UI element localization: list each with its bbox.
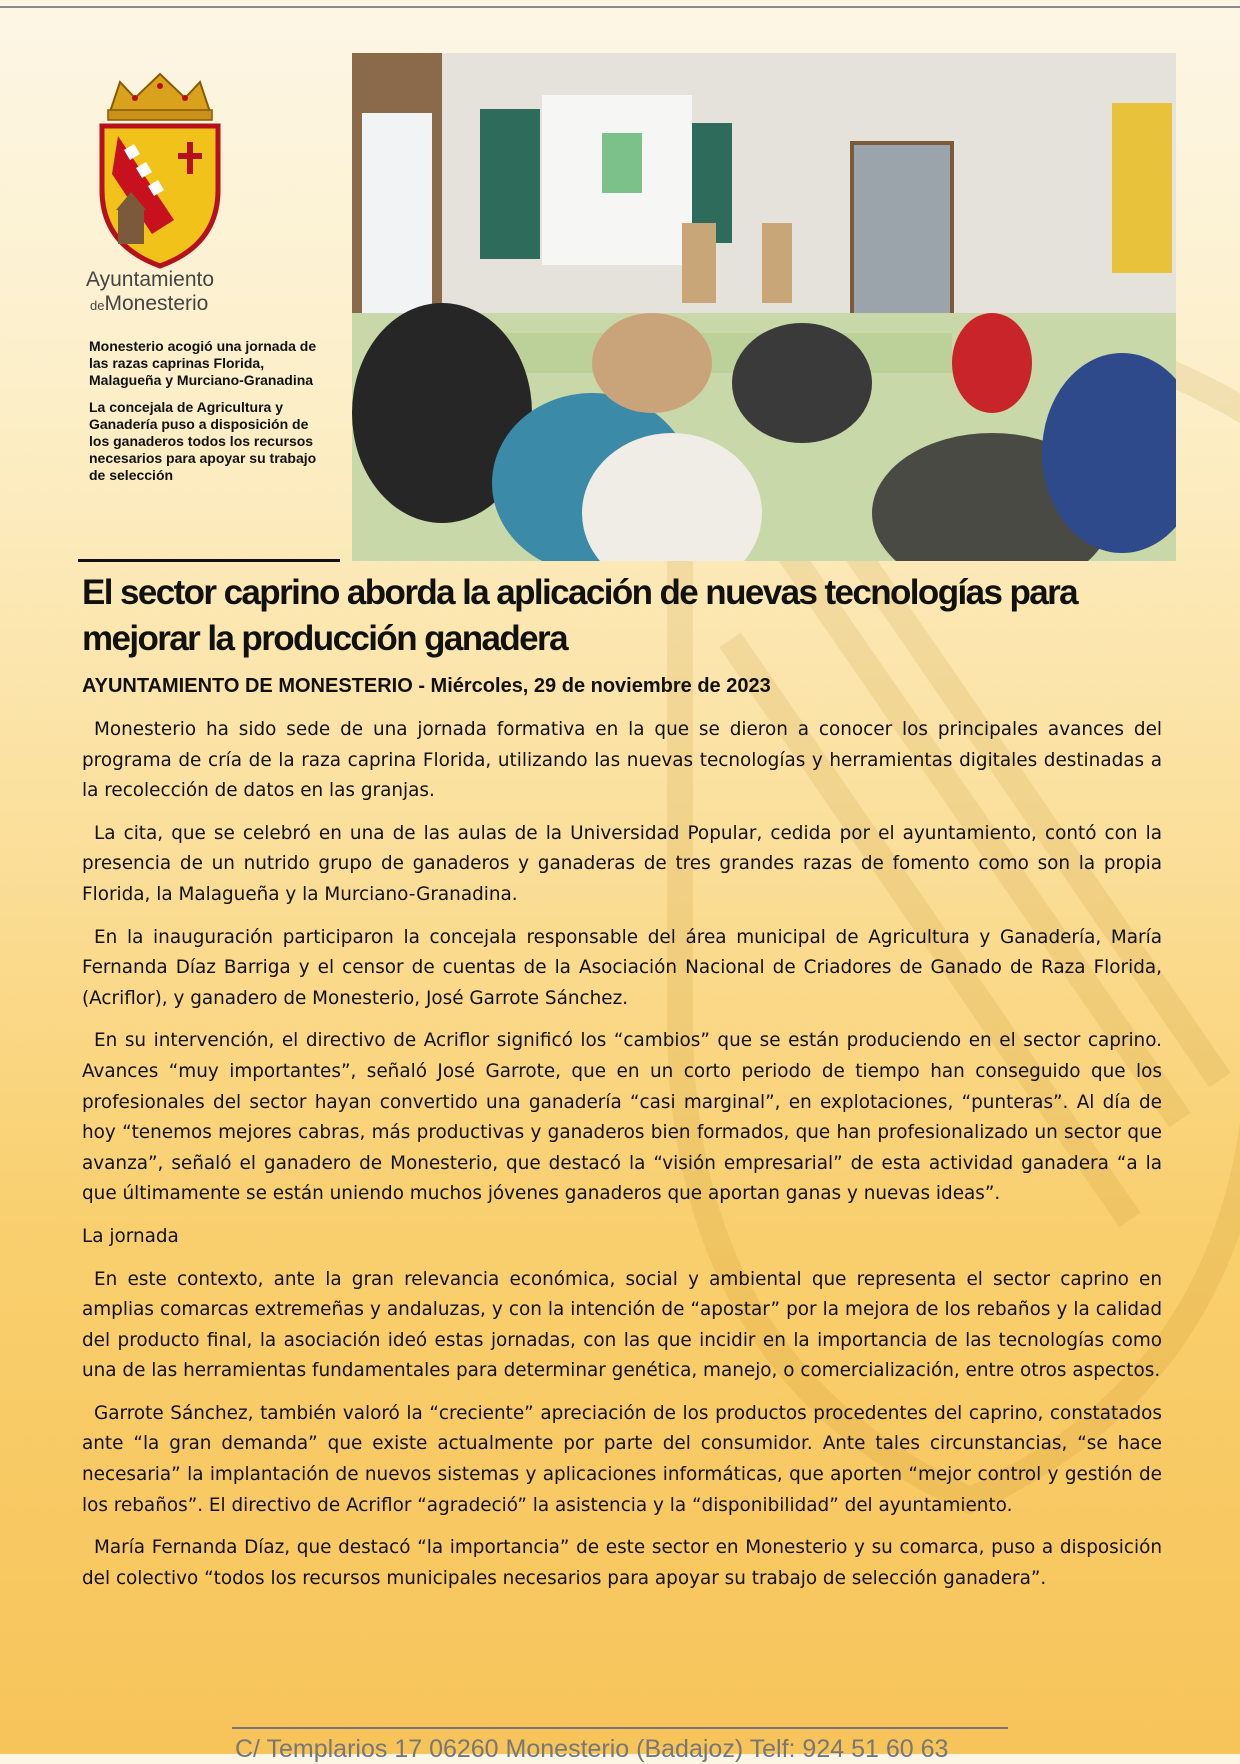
summary-item: Monesterio acogió una jornada de las razas caprinas Florida, Malagueña y Murciano-Granadina [89, 338, 317, 388]
paragraph: La cita, que se celebró en una de las aulas de la Universidad Popular, cedida por el ayuntamiento, contó con la presencia de un nutrido grupo de ganaderos y ganaderas de tres grandes razas de fomento como son la propia Florida, la Malagueña y la Murciano-Granadina. [82, 822, 1162, 905]
footer-rule [232, 1727, 1008, 1729]
top-rule [0, 6, 1240, 8]
classroom-photo [352, 53, 1176, 561]
paragraph: Monesterio ha sido sede de una jornada formativa en la que se dieron a conocer los principales avances del programa de cría de la raza caprina Florida, utilizando las nuevas tecnologías y herramientas digitales destinadas a la recolección de datos en las granjas. [82, 719, 1162, 802]
logo-town-name: Monesterio [104, 292, 209, 315]
summary-rule [78, 559, 340, 562]
logo-town-prefix: de [90, 298, 105, 313]
paragraph: En este contexto, ante la gran relevancia económica, social y ambiental que representa el sector caprino en amplias comarcas extremeñas y andaluzas, y con la intención de “apostar” por la mejora de los rebaños y la calidad del producto final, la asociación ideó estas jornadas, con las que incidir en la importancia de las tecnologías como una de las herramientas fundamentales para determinar genética, manejo, o comercialización, entre otros aspectos. [82, 1268, 1162, 1382]
article-body [82, 715, 1162, 1606]
headline: El sector caprino aborda la aplicación de nuevas tecnologías para mejorar la producción ganadera [82, 573, 1077, 658]
paragraph: En su intervención, el directivo de Acriflor significó los “cambios” que se están produciendo en el sector caprino. Avances “muy importantes”, señaló José Garrote, que en un corto periodo de tiempo han conseguido que los profesionales del sector hayan convertido una ganadería “casi marginal”, en explotaciones, “punteras”. Al día de hoy “tenemos mejores cabras, más productivas y ganaderos bien formados, que han profesionalizado un sector que avanza”, señaló el ganadero de Monesterio, que destacó la “visión empresarial” de esta actividad ganadera “a la que últimamente se están uniendo muchos jóvenes ganaderos que aportan ganas y nuevas ideas”. [82, 1030, 1162, 1205]
footer-address: C/ Templarios 17 06260 Monesterio (Badajoz) Telf: 924 51 60 63 [235, 1735, 949, 1763]
summary-item: La concejala de Agricultura y Ganadería puso a disposición de los ganaderos todos los recursos necesarios para apoyar su trabajo de selección [89, 399, 317, 483]
coat-of-arms-logo [90, 70, 230, 270]
logo-town [90, 292, 208, 316]
summary-box [89, 338, 329, 494]
byline: AYUNTAMIENTO DE MONESTERIO - Miércoles, 29 de noviembre de 2023 [82, 675, 771, 697]
paragraph: María Fernanda Díaz, que destacó “la importancia” de este sector en Monesterio y su comarca, puso a disposición del colectivo “todos los recursos municipales necesarios para apoyar su trabajo de selección ganadera”. [82, 1537, 1162, 1589]
subheading: La jornada [82, 1225, 179, 1247]
logo-name: Ayuntamiento [86, 268, 215, 291]
paragraph: En la inauguración participaron la concejala responsable del área municipal de Agricultura y Ganadería, María Fernanda Díaz Barriga y el censor de cuentas de la Asociación Nacional de Criadores de Ganado de Raza Florida, (Acriflor), y ganadero de Monesterio, José Garrote Sánchez. [82, 926, 1162, 1009]
paragraph: Garrote Sánchez, también valoró la “creciente” apreciación de los productos procedentes del caprino, constatados ante “la gran demanda” que existe actualmente por parte del consumidor. Ante tales circunstancias, “se hace necesaria” la implantación de nuevos sistemas y aplicaciones informáticas, que aporten “mejor control y gestión de los rebaños”. El directivo de Acriflor “agradeció” la asistencia y la “disponibilidad” del ayuntamiento. [82, 1402, 1162, 1516]
